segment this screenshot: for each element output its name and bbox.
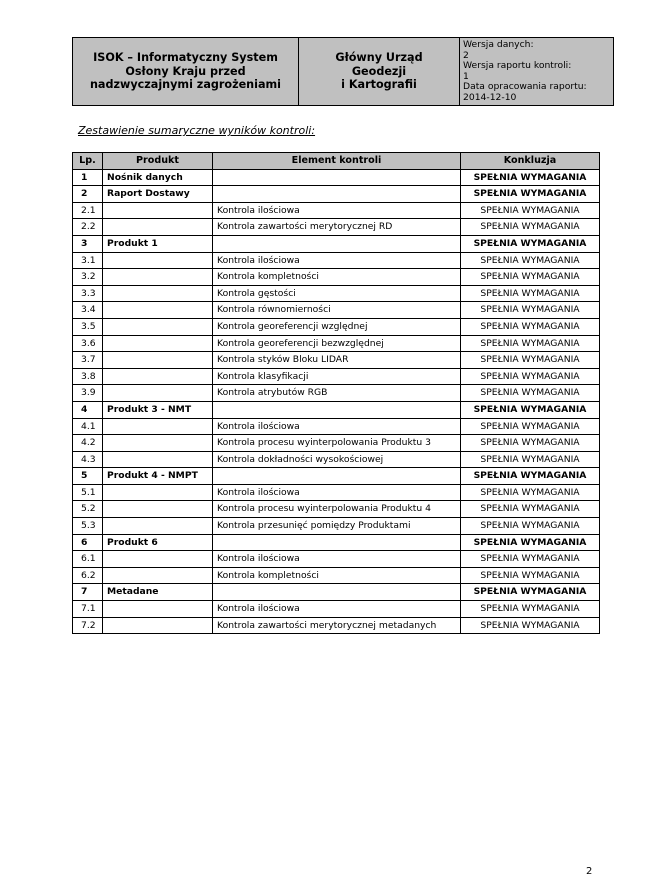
table-row	[73, 567, 600, 584]
row-element: Kontrola dokładności wysokościowej	[213, 451, 461, 468]
row-element	[213, 169, 461, 186]
agency-name-line: i Kartografii	[341, 78, 417, 92]
row-lp: 3.3	[73, 285, 103, 302]
table-row	[73, 285, 600, 302]
row-lp: 4	[73, 401, 103, 418]
system-name-line: ISOK – Informatyczny System	[93, 51, 278, 65]
table-row	[73, 385, 600, 402]
row-product	[103, 501, 213, 518]
row-conclusion: SPEŁNIA WYMAGANIA	[461, 252, 600, 269]
table-row	[73, 186, 600, 203]
row-element: Kontrola klasyfikacji	[213, 368, 461, 385]
table-row	[73, 468, 600, 485]
row-element	[213, 235, 461, 252]
header-lp: Lp.	[73, 153, 103, 170]
row-product	[103, 252, 213, 269]
table-row	[73, 269, 600, 286]
page-number: 2	[586, 866, 593, 877]
row-conclusion: SPEŁNIA WYMAGANIA	[461, 534, 600, 551]
row-conclusion: SPEŁNIA WYMAGANIA	[461, 202, 600, 219]
row-element: Kontrola ilościowa	[213, 202, 461, 219]
row-lp: 5	[73, 468, 103, 485]
row-lp: 1	[73, 169, 103, 186]
row-product: Produkt 4 - NMPT	[103, 468, 213, 485]
row-lp: 5.2	[73, 501, 103, 518]
row-product: Produkt 1	[103, 235, 213, 252]
row-conclusion: SPEŁNIA WYMAGANIA	[461, 318, 600, 335]
row-product: Produkt 3 - NMT	[103, 401, 213, 418]
row-element: Kontrola procesu wyinterpolowania Produktu 3	[213, 435, 461, 452]
row-element: Kontrola kompletności	[213, 269, 461, 286]
row-lp: 7	[73, 584, 103, 601]
row-element: Kontrola georeferencji bezwzględnej	[213, 335, 461, 352]
row-element: Kontrola ilościowa	[213, 418, 461, 435]
row-lp: 2.2	[73, 219, 103, 236]
row-lp: 6.2	[73, 567, 103, 584]
row-lp: 4.1	[73, 418, 103, 435]
row-conclusion: SPEŁNIA WYMAGANIA	[461, 285, 600, 302]
row-product	[103, 484, 213, 501]
table-row	[73, 451, 600, 468]
row-element: Kontrola procesu wyinterpolowania Produktu 4	[213, 501, 461, 518]
row-element: Kontrola atrybutów RGB	[213, 385, 461, 402]
row-conclusion: SPEŁNIA WYMAGANIA	[461, 269, 600, 286]
row-lp: 7.2	[73, 617, 103, 634]
row-lp: 3.6	[73, 335, 103, 352]
table-row	[73, 418, 600, 435]
row-element	[213, 186, 461, 203]
agency-name-cell	[299, 38, 460, 106]
row-conclusion: SPEŁNIA WYMAGANIA	[461, 484, 600, 501]
row-element: Kontrola styków Bloku LIDAR	[213, 352, 461, 369]
row-conclusion: SPEŁNIA WYMAGANIA	[461, 418, 600, 435]
row-conclusion: SPEŁNIA WYMAGANIA	[461, 551, 600, 568]
row-lp: 4.2	[73, 435, 103, 452]
row-conclusion: SPEŁNIA WYMAGANIA	[461, 468, 600, 485]
table-header-row	[73, 153, 600, 170]
table-row	[73, 352, 600, 369]
results-body	[73, 169, 600, 634]
header-element: Element kontroli	[213, 153, 461, 170]
table-row	[73, 335, 600, 352]
data-version-label: Wersja danych:	[463, 39, 534, 50]
row-product	[103, 451, 213, 468]
table-row	[73, 534, 600, 551]
row-conclusion: SPEŁNIA WYMAGANIA	[461, 435, 600, 452]
row-product	[103, 368, 213, 385]
row-product	[103, 518, 213, 535]
row-conclusion: SPEŁNIA WYMAGANIA	[461, 401, 600, 418]
row-conclusion: SPEŁNIA WYMAGANIA	[461, 335, 600, 352]
row-product	[103, 318, 213, 335]
row-product	[103, 285, 213, 302]
section-title: Zestawienie sumaryczne wyników kontroli:	[78, 124, 316, 137]
row-element: Kontrola zawartości merytorycznej RD	[213, 219, 461, 236]
row-conclusion: SPEŁNIA WYMAGANIA	[461, 352, 600, 369]
system-name-line: Osłony Kraju przed	[125, 64, 246, 78]
row-conclusion: SPEŁNIA WYMAGANIA	[461, 302, 600, 319]
row-lp: 3	[73, 235, 103, 252]
table-row	[73, 551, 600, 568]
row-element: Kontrola ilościowa	[213, 601, 461, 618]
row-lp: 5.1	[73, 484, 103, 501]
table-row	[73, 252, 600, 269]
row-element: Kontrola przesunięć pomiędzy Produktami	[213, 518, 461, 535]
row-lp: 6.1	[73, 551, 103, 568]
row-product	[103, 302, 213, 319]
table-row	[73, 584, 600, 601]
table-row	[73, 235, 600, 252]
row-conclusion: SPEŁNIA WYMAGANIA	[461, 501, 600, 518]
table-row	[73, 484, 600, 501]
system-name-line: nadzwyczajnymi zagrożeniami	[89, 78, 282, 92]
row-element: Kontrola kompletności	[213, 567, 461, 584]
row-product: Metadane	[103, 584, 213, 601]
row-element	[213, 534, 461, 551]
row-conclusion: SPEŁNIA WYMAGANIA	[461, 601, 600, 618]
row-conclusion: SPEŁNIA WYMAGANIA	[461, 235, 600, 252]
row-conclusion: SPEŁNIA WYMAGANIA	[461, 567, 600, 584]
table-row	[73, 302, 600, 319]
table-row	[73, 401, 600, 418]
table-row	[73, 518, 600, 535]
row-lp: 3.7	[73, 352, 103, 369]
row-product	[103, 385, 213, 402]
row-conclusion: SPEŁNIA WYMAGANIA	[461, 451, 600, 468]
table-row	[73, 501, 600, 518]
row-lp: 2.1	[73, 202, 103, 219]
row-conclusion: SPEŁNIA WYMAGANIA	[461, 617, 600, 634]
row-lp: 7.1	[73, 601, 103, 618]
row-product: Raport Dostawy	[103, 186, 213, 203]
table-row	[73, 601, 600, 618]
row-lp: 3.1	[73, 252, 103, 269]
row-conclusion: SPEŁNIA WYMAGANIA	[461, 368, 600, 385]
row-product: Produkt 6	[103, 534, 213, 551]
row-element: Kontrola równomierności	[213, 302, 461, 319]
row-element: Kontrola ilościowa	[213, 551, 461, 568]
row-product	[103, 617, 213, 634]
report-date-label: Data opracowania raportu:	[463, 81, 587, 92]
row-product: Nośnik danych	[103, 169, 213, 186]
data-version-value: 2	[463, 49, 469, 61]
row-lp: 5.3	[73, 518, 103, 535]
row-product	[103, 551, 213, 568]
row-element	[213, 468, 461, 485]
row-lp: 3.8	[73, 368, 103, 385]
document-header	[72, 37, 614, 106]
row-element: Kontrola georeferencji względnej	[213, 318, 461, 335]
row-element: Kontrola ilościowa	[213, 252, 461, 269]
row-conclusion: SPEŁNIA WYMAGANIA	[461, 518, 600, 535]
row-conclusion: SPEŁNIA WYMAGANIA	[461, 385, 600, 402]
report-version-label: Wersja raportu kontroli:	[463, 60, 572, 71]
row-lp: 6	[73, 534, 103, 551]
row-lp: 3.9	[73, 385, 103, 402]
table-row	[73, 169, 600, 186]
row-lp: 3.2	[73, 269, 103, 286]
agency-name-line: Główny Urząd	[335, 51, 423, 65]
row-product	[103, 418, 213, 435]
row-lp: 4.3	[73, 451, 103, 468]
row-conclusion: SPEŁNIA WYMAGANIA	[461, 169, 600, 186]
table-row	[73, 202, 600, 219]
row-product	[103, 219, 213, 236]
row-conclusion: SPEŁNIA WYMAGANIA	[461, 584, 600, 601]
row-lp: 3.4	[73, 302, 103, 319]
row-product	[103, 269, 213, 286]
results-table	[72, 152, 600, 634]
row-element	[213, 401, 461, 418]
row-product	[103, 567, 213, 584]
table-row	[73, 617, 600, 634]
row-conclusion: SPEŁNIA WYMAGANIA	[461, 186, 600, 203]
row-product	[103, 435, 213, 452]
header-conclusion: Konkluzja	[461, 153, 600, 170]
row-element: Kontrola zawartości merytorycznej metadanych	[213, 617, 461, 634]
row-conclusion: SPEŁNIA WYMAGANIA	[461, 219, 600, 236]
report-metadata-cell	[460, 38, 614, 106]
table-row	[73, 219, 600, 236]
table-row	[73, 368, 600, 385]
row-element: Kontrola ilościowa	[213, 484, 461, 501]
header-product: Produkt	[103, 153, 213, 170]
row-lp: 2	[73, 186, 103, 203]
row-element	[213, 584, 461, 601]
agency-name-line: Geodezji	[351, 64, 407, 78]
row-product	[103, 202, 213, 219]
report-version-value: 1	[463, 70, 469, 82]
row-lp: 3.5	[73, 318, 103, 335]
table-row	[73, 435, 600, 452]
row-element: Kontrola gęstości	[213, 285, 461, 302]
row-product	[103, 335, 213, 352]
row-product	[103, 601, 213, 618]
table-row	[73, 318, 600, 335]
system-name-cell	[73, 38, 299, 106]
row-product	[103, 352, 213, 369]
report-date-value: 2014-12-10	[463, 91, 517, 103]
